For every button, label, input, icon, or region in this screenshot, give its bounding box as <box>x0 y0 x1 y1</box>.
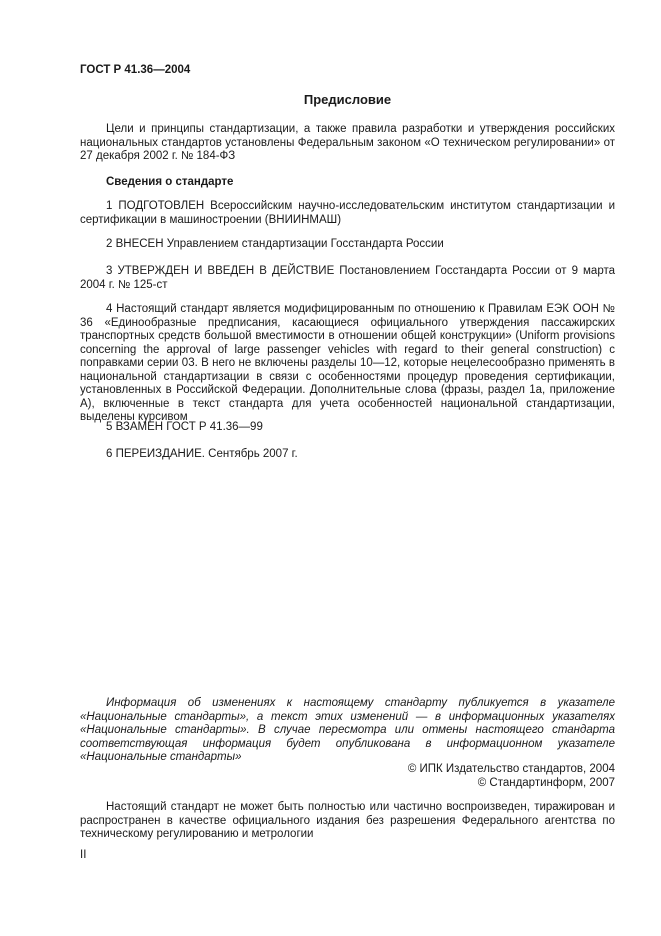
copyright-line-1: © ИПК Издательство стандартов, 2004 <box>407 763 615 775</box>
section-heading: Сведения о стандарте <box>106 176 234 188</box>
intro-paragraph: Цели и принципы стандартизации, а также правила разработки и утверждения российских национальных стандартов установлены Федеральным законом «О техническом регулировании» от 27 декабря 2002 г. № 184-ФЗ <box>80 123 615 162</box>
item-1: 1 ПОДГОТОВЛЕН Всероссийским научно-исследовательским институтом стандартизации и сертификации в машиностроении (ВНИИНМАШ) <box>80 200 615 226</box>
item-6: 6 ПЕРЕИЗДАНИЕ. Сентябрь 2007 г. <box>106 448 298 460</box>
reproduction-notice: Настоящий стандарт не может быть полностью или частично воспроизведен, тиражирован и распространен в качестве официального издания без разрешения Федерального агентства по техническому регулированию и метрологии <box>80 801 615 840</box>
item-2: 2 ВНЕСЕН Управлением стандартизации Госстандарта России <box>106 238 444 250</box>
item-3: 3 УТВЕРЖДЕН И ВВЕДЕН В ДЕЙСТВИЕ Постановлением Госстандарта России от 9 марта 2004 г. № 125-ст <box>80 265 615 291</box>
page-title: Предисловие <box>303 92 392 107</box>
info-note: Информация об изменениях к настоящему стандарту публикуется в указателе «Национальные стандарты», а текст этих изменений — в информационных указателях «Национальные стандарты». В случае пересмотра или отмены настоящего стандарта соответствующая информация будет опубликована в информационном указателе «Национальные стандарты» <box>80 697 615 763</box>
page-number: II <box>80 849 87 861</box>
item-5: 5 ВЗАМЕН ГОСТ Р 41.36—99 <box>106 421 263 433</box>
copyright-line-2: © Стандартинформ, 2007 <box>477 777 615 789</box>
document-code: ГОСТ Р 41.36—2004 <box>80 64 191 76</box>
item-4: 4 Настоящий стандарт является модифицированным по отношению к Правилам ЕЭК ООН № 36 «Единообразные предписания, касающиеся официального утверждения пассажирских транспортных средств большой вместимости в отношении общей конструкции» (Uniform provisions concerning the approval of large passenger vehicles with regard to their general construction) с поправками серии 03. В него не включены разделы 10—12, которые нецелесообразно применять в национальной стандартизации в связи с особенностями процедур проведения сертификации, установленных в Российской Федерации. Дополнительные слова (фразы, раздел 1а, приложение А), включенные в текст стандарта для учета особенностей национальной стандартизации, выделены курсивом <box>80 303 615 423</box>
